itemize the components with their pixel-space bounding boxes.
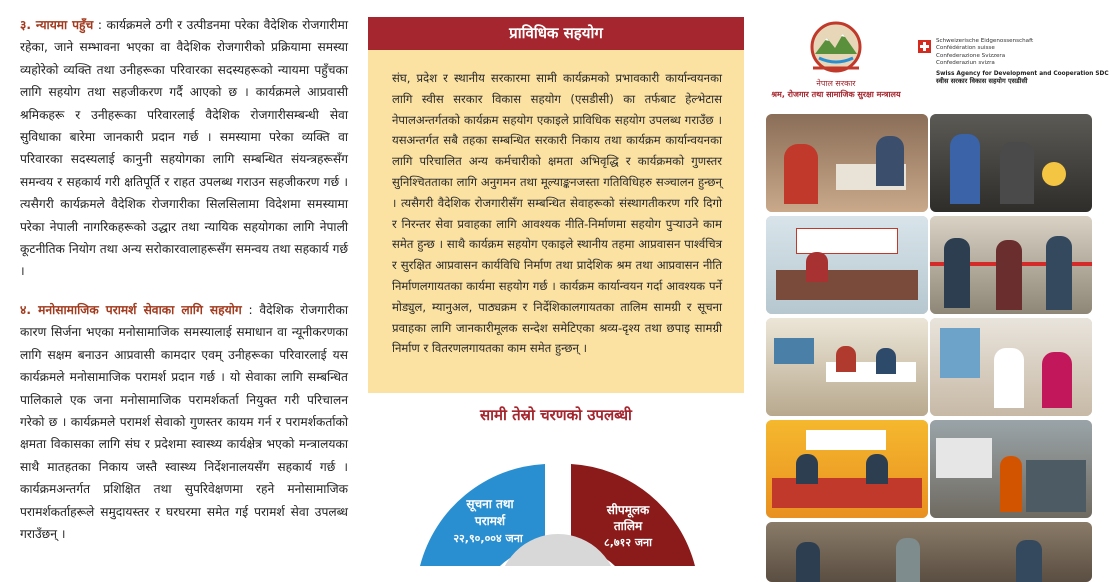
nepal-emblem-icon — [805, 18, 867, 76]
middle-column — [368, 17, 744, 425]
swiss-flag-icon — [918, 40, 931, 53]
photo-welding-training — [930, 114, 1092, 212]
info-counselling-label-1: सूचना तथा — [466, 497, 514, 511]
info-counselling-value: २२,९०,००४ जना — [453, 532, 523, 545]
skill-training-label-2: तालिम — [613, 519, 643, 533]
skill-training-label-1: सीपमूलक — [606, 503, 650, 517]
photo-health-checkup — [930, 318, 1092, 416]
achievements-title: सामी तेस्रो चरणको उपलब्धी — [480, 406, 632, 424]
technical-support-text: संघ, प्रदेश र स्थानीय सरकारमा सामी कार्यक्रमको प्रभावकारी कार्यान्वयनका लागि स्वीस सरकार विकास सहयोग (एसडीसी) का तर्फबाट हेल्भेटास नेपालअन्तर्गतको कार्यक्रम सहयोग एकाइले प्राविधिक सहयोग उपलब्ध गराउँछ । यसअन्तर्गत सबै तहका सम्बन्धित सरकारी निकाय तथा कार्यक्रम कार्यान्वयनका लागि परिचालित अन्य कर्मचारीको क्षमता अभिवृद्धि र कार्यक्रमको गुणस्तर सुनिश्चितताका लागि अनुगमन तथा मूल्याङ्कनजस्ता गतिविधिहरु सञ्चालन हुन्छन् । त्यसैगरी वैदेशिक रोजगारीसँग सम्बन्धित सेवाहरूको संस्थागतीकरण गरि दिगो र निरन्तर सेवा प्रवाहका लागि आवश्यक नीति-निर्माणमा सहयोग पुऱ्याउने काम समेत हुन्छ । साथै कार्यक्रम सहयोग एकाइले स्थानीय तहमा आप्रवासन पार्श्वचित्र र सुरक्षित आप्रवासन कार्यविधि निर्माण तथा प्रादेशिक श्रम तथा आप्रवासन नीति निर्माणलगायतका कार्यमा सहयोग गर्छ । कार्यक्रम कार्यान्वयन गर्दा आवश्यक पर्ने मोड्युल, म्यानुअल, पाठ्यक्रम र निर्देशिकालगायतका तालिम सामग्री र सूचना प्रवाहका लागि जानकारीमूलक सन्देश समेटिएका श्रव्य-दृश्य तथा छपाइ सामग्री निर्माण र वितरणलगायतका काम समेत हुन्छन् । — [392, 71, 722, 356]
info-counselling-label-2: परामर्श — [474, 514, 506, 528]
swiss-line-2: Confédération suisse — [936, 45, 995, 52]
section-3-paragraph — [20, 14, 348, 283]
swiss-line-4: Confederaziun svizra — [936, 60, 995, 67]
sdc-name: Swiss Agency for Development and Cooperation SDC — [936, 70, 1109, 77]
technical-support-banner: प्राविधिक सहयोग — [368, 17, 744, 50]
skill-training-value: ८,७१२ जना — [603, 536, 653, 549]
swiss-line-3: Confederazione Svizzera — [936, 52, 1006, 59]
section-3-body: : कार्यक्रमले ठगी र उत्पीडनमा परेका वैदेशिक रोजगारीमा रहेका, जाने सम्भावना भएका वा वैदेशिक रोजगारीको प्रक्रियामा समस्या व्यहोरेको व्यक्ति तथा उनीहरूका परिवारका सदस्यहरूको न्यायमा पहुँचका लागि सहयोग तथा सहजीकरण गर्दै आएको छ । कार्यक्रमले आप्रवासी श्रमिकहरू र उनीहरूका परिवारलाई वैदेशिक रोजगारीसम्बन्धी सेवा सुविधाका बारेमा जानकारी प्रदान गर्छ । समस्यामा परेका व्यक्ति वा परिवारका सदस्यलाई कानुनी सहयोगका लागि सम्बन्धित संयन्त्रहरूसँग समन्वय र सहकार्य गरी क्षतिपूर्ति र राहत उपलब्ध गराउन सहजीकरण गर्छ । त्यसैगरी कार्यक्रमले वैदेशिक रोजगारीका सिलसिलामा विदेशमा समस्यामा परेका नेपाली नागरिकहरूको उद्धार तथा न्यायिक सहयोगका लागि नेपाली कूटनीतिक नियोग तथा अन्य सरोकारवालाहरूसँग समन्वय तथा सहकार्य गर्छ । — [20, 18, 348, 279]
photo-help-desk — [766, 420, 928, 518]
technical-support-box — [368, 50, 744, 393]
photo-counselling-session — [766, 114, 928, 212]
photo-training-class — [766, 318, 928, 416]
ministry-name: श्रम, रोजगार तथा सामाजिक सुरक्षा मन्त्रालय — [771, 90, 901, 99]
swiss-sdc-logo — [918, 38, 1110, 85]
photo-community-gathering — [930, 420, 1092, 518]
swiss-line-1: Schweizerische Eidgenossenschaft — [936, 38, 1034, 44]
swiss-confederation-text — [936, 38, 1110, 85]
sdc-nepali-name: स्वीस सरकार विकास सहयोग एसडीसी — [936, 77, 1028, 86]
section-4-heading: ४. मनोसामाजिक परामर्श सेवाका लागि सहयोग — [20, 302, 242, 317]
section-3-heading: ३. न्यायमा पहुँच — [20, 18, 94, 32]
nepal-government-logo — [766, 14, 906, 100]
government-name: नेपाल सरकार — [816, 79, 856, 88]
section-4-body: : वैदेशिक रोजगारीका कारण सिर्जना भएका मनोसामाजिक समस्यालाई समाधान वा न्यूनीकरणका लागि सक्षम बनाउन आप्रवासी कामदार एवम् उनीहरूका परिवारलाई यस कार्यक्रमले मनोसामाजिक परामर्श प्रदान गर्छ । यो सेवाका लागि सम्बन्धित पालिकाले एक जना मनोसामाजिक परामर्शकर्ता नियुक्त गरी परिचालन गरेको छ । कार्यक्रमले परामर्श सेवाको गुणस्तर कायम गर्न र परामर्शकर्ताको क्षमता विकासका लागि संघ र प्रदेशमा स्वास्थ्य कार्यक्षेत्र भएको मन्त्रालयका साथै मातहतका निकाय जस्तै स्वास्थ्य निर्देशनालयसँग सहकार्य गर्छ । कार्यक्रमअन्तर्गत प्रशिक्षित तथा सुपरिवेक्षणमा रहने मनोसामाजिक परामर्शकर्ताहरूले समुदायस्तर र घरघरमा समेत गई परामर्श सेवा उपलब्ध गराउँछन् । — [20, 302, 348, 541]
photo-information-desk — [766, 216, 928, 314]
photo-group-event — [766, 522, 1092, 582]
photo-ribbon-cutting — [930, 216, 1092, 314]
